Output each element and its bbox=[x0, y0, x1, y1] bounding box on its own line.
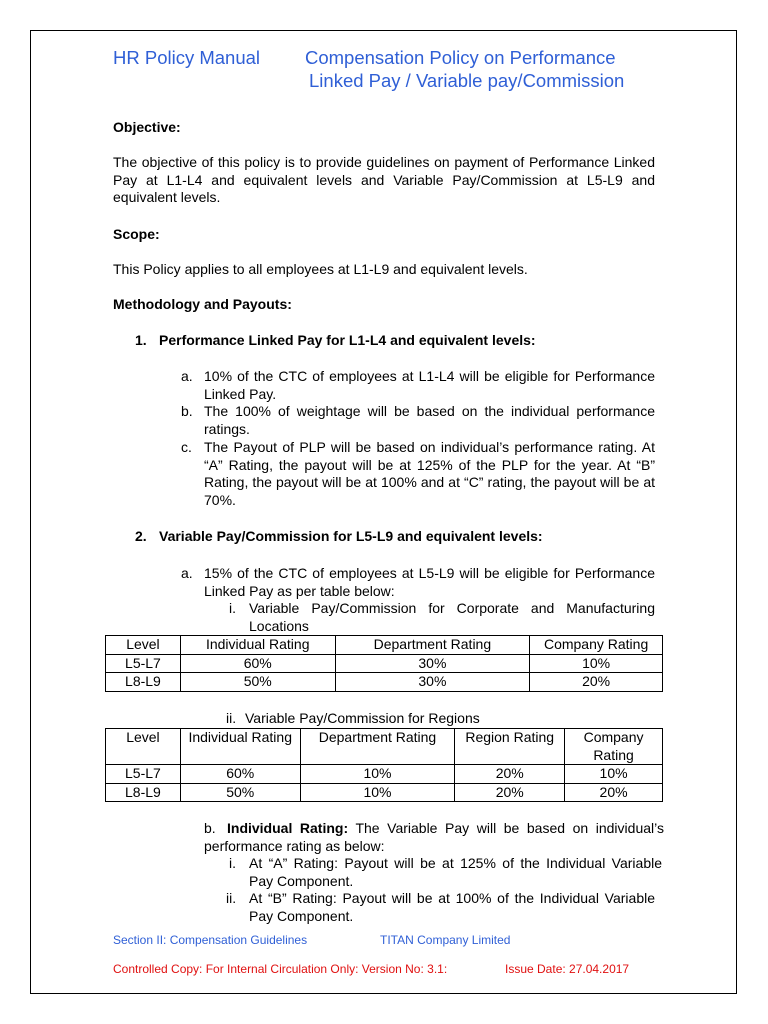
corporate-locations-caption: Variable Pay/Commission for Corporate and Manufacturing Locations bbox=[249, 600, 655, 634]
section2-heading: Variable Pay/Commission for L5-L9 and equivalent levels: bbox=[159, 528, 543, 544]
individual-rating-label: Individual Rating: bbox=[227, 820, 349, 836]
table-header-cell: Level bbox=[106, 636, 181, 655]
manual-title: HR Policy Manual bbox=[113, 47, 261, 68]
table-cell: 60% bbox=[180, 654, 335, 673]
footer-company: TITAN Company Limited bbox=[380, 933, 511, 947]
table-row bbox=[106, 783, 663, 802]
table-header-cell: Company Rating bbox=[530, 636, 663, 655]
table-header-cell: Level bbox=[106, 729, 181, 765]
table-cell: L8-L9 bbox=[106, 783, 181, 802]
scope-heading: Scope: bbox=[113, 226, 160, 242]
sub-marker: i. bbox=[229, 600, 236, 616]
table-header-row bbox=[106, 636, 663, 655]
footer-section: Section II: Compensation Guidelines bbox=[113, 933, 308, 947]
vp-eligibility-text: 15% of the CTC of employees at L5-L9 will be eligible for Performance Linked Pay as per table below: bbox=[204, 565, 655, 599]
policy-title-line1: Compensation Policy on Performance bbox=[305, 47, 616, 68]
rating-a-payout-text: At “A” Rating: Payout will be at 125% of the Individual Variable Pay Component. bbox=[249, 855, 662, 889]
sub-marker: ii. bbox=[226, 890, 237, 906]
table-header-cell: Individual Rating bbox=[180, 636, 335, 655]
table-row bbox=[106, 654, 663, 673]
table-row bbox=[106, 765, 663, 784]
table-row bbox=[106, 673, 663, 692]
sub-marker: ii. bbox=[226, 710, 237, 726]
table-header-cell: Region Rating bbox=[455, 729, 565, 765]
section1-heading: Performance Linked Pay for L1-L4 and equivalent levels: bbox=[159, 332, 536, 348]
table-cell: 10% bbox=[530, 654, 663, 673]
section1-number: 1. bbox=[135, 332, 147, 348]
item-marker: c. bbox=[181, 439, 192, 455]
individual-rating-text: The Variable Pay will be based on individual’s performance rating as below: bbox=[204, 820, 664, 854]
table-cell: L8-L9 bbox=[106, 673, 181, 692]
table-cell: 20% bbox=[565, 783, 663, 802]
table-cell: 20% bbox=[530, 673, 663, 692]
plp-payout-text: The Payout of PLP will be based on individual’s performance rating. At “A” Rating, the payout will be at 125% of the PLP for the year. At “B” Rating, the payout will be at 100% and at “C” rating, the payout will be at 70%. bbox=[204, 439, 655, 508]
objective-heading: Objective: bbox=[113, 119, 181, 135]
table-cell: 60% bbox=[180, 765, 300, 784]
table-header-row bbox=[106, 729, 663, 765]
item-marker: b. bbox=[204, 820, 216, 836]
table-cell: 30% bbox=[335, 673, 530, 692]
item-marker: a. bbox=[181, 565, 193, 581]
footer-issue-date: Issue Date: 27.04.2017 bbox=[505, 962, 630, 976]
corporate-rating-table bbox=[105, 635, 663, 692]
table-cell: 50% bbox=[180, 783, 300, 802]
table-cell: 10% bbox=[300, 783, 455, 802]
plp-weightage-text: The 100% of weightage will be based on the individual performance ratings. bbox=[204, 403, 655, 437]
section2-number: 2. bbox=[135, 528, 147, 544]
plp-eligibility-text: 10% of the CTC of employees at L1-L4 will be eligible for Performance Linked Pay. bbox=[204, 368, 655, 402]
policy-title-line2: Linked Pay / Variable pay/Commission bbox=[309, 70, 625, 91]
table-cell: 10% bbox=[300, 765, 455, 784]
rating-b-payout-text: At “B” Rating: Payout will be at 100% of the Individual Variable Pay Component. bbox=[249, 890, 655, 924]
table-cell: 30% bbox=[335, 654, 530, 673]
table-header-cell: Individual Rating bbox=[180, 729, 300, 765]
table-header-cell: Department Rating bbox=[335, 636, 530, 655]
objective-body: The objective of this policy is to provide guidelines on payment of Performance Linked Pay at L1-L4 and equivalent levels and Variable Pay/Commission at L5-L9 and equivalent levels. bbox=[113, 154, 655, 205]
item-marker: b. bbox=[181, 403, 193, 419]
table-cell: 20% bbox=[455, 765, 565, 784]
sub-marker: i. bbox=[229, 855, 236, 871]
scope-body: This Policy applies to all employees at L1-L9 and equivalent levels. bbox=[113, 261, 528, 277]
table-header-cell: Department Rating bbox=[300, 729, 455, 765]
table-cell: L5-L7 bbox=[106, 654, 181, 673]
table-cell: L5-L7 bbox=[106, 765, 181, 784]
item-marker: a. bbox=[181, 368, 193, 384]
individual-rating-paragraph bbox=[204, 820, 664, 855]
table-cell: 10% bbox=[565, 765, 663, 784]
table-header-cell: Company Rating bbox=[565, 729, 663, 765]
methodology-heading: Methodology and Payouts: bbox=[113, 296, 292, 312]
regions-caption: Variable Pay/Commission for Regions bbox=[245, 710, 480, 726]
table-cell: 20% bbox=[455, 783, 565, 802]
footer-controlled-copy: Controlled Copy: For Internal Circulation Only: Version No: 3.1: bbox=[113, 962, 448, 976]
table-cell: 50% bbox=[180, 673, 335, 692]
regions-rating-table bbox=[105, 728, 663, 802]
